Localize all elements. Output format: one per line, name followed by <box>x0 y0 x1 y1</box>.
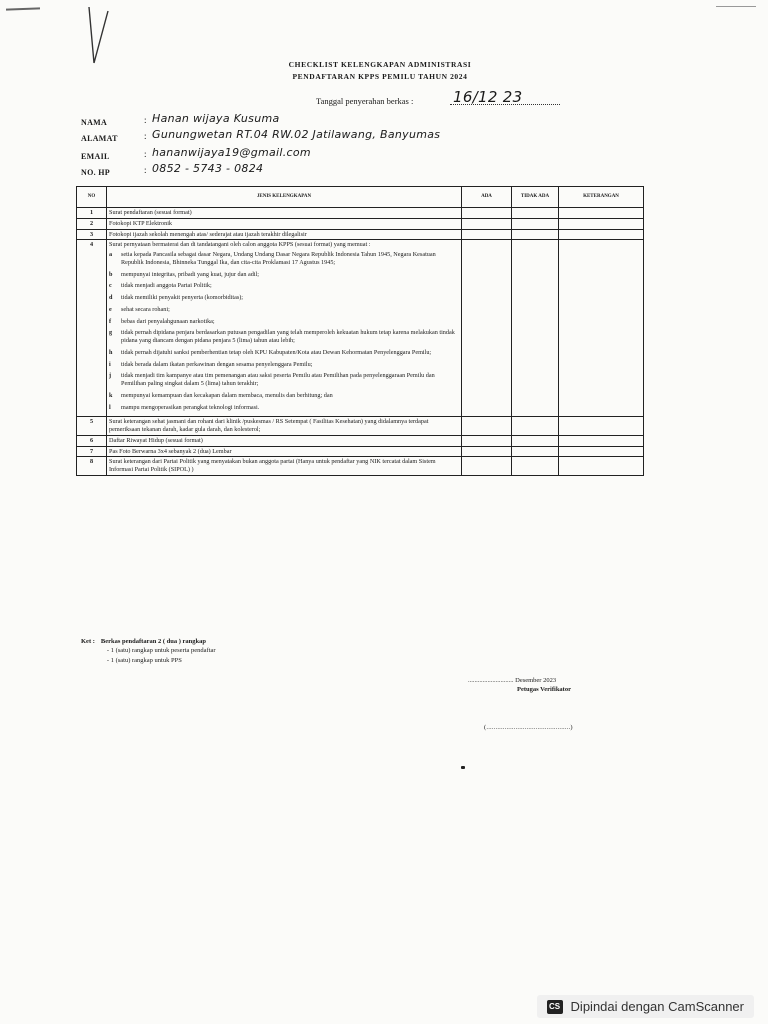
tidak-ada-cell <box>512 417 559 436</box>
row-item: Surat pernyataan bermaterai dan di tandatangani oleh calon anggota KPPS (sesuai format) yang memuat : <box>109 241 371 249</box>
sub-text: bebas dari penyalahgunaan narkotika; <box>121 317 215 325</box>
sub-item <box>109 392 459 400</box>
table-header-row <box>77 187 644 208</box>
row-no: 8 <box>77 457 107 476</box>
row-item: Surat keterangan dari Partai Politik yang menyatakan bukan anggota partai (Hanya untuk pendaftar yang NIK tercatat dalam Sistem Informasi Partai Politik (SIPOL) ) <box>107 457 462 476</box>
name-label: NAMA <box>81 118 108 127</box>
sub-letter: c <box>109 282 112 290</box>
camscanner-watermark <box>537 995 754 1018</box>
table-row <box>77 240 644 417</box>
signature-role: Petugas Verifikator <box>517 686 571 693</box>
table-row <box>77 218 644 229</box>
tidak-ada-cell <box>512 229 559 240</box>
row-item: Surat pendaftaran (sesuai format) <box>107 208 462 219</box>
ada-cell <box>462 208 512 219</box>
sub-text: setia kepada Pancasila sebagai dasar Negara, Undang Undang Dasar Negara Republik Indonesia Tahun 1945, Negara Kesatuan Republik Indonesia, Bhinneka Tunggal Ika, dan cita-cita Proklamasi 17 Agustus 1945; <box>121 251 436 266</box>
col-header-item: JENIS KELENGKAPAN <box>107 187 462 208</box>
sub-text: tidak pernah dijatuhi sanksi pemberhentian tetap oleh KPU Kabupaten/Kota atau Dewan Kehormatan Penyelenggara Pemilu; <box>121 348 432 356</box>
tidak-ada-cell <box>512 208 559 219</box>
name-value: Hanan wijaya Kusuma <box>152 112 280 125</box>
camscanner-label: Dipindai dengan CamScanner <box>570 999 744 1014</box>
row-item: Surat keterangan sehat jasmani dan rohani dari klinik /puskesmas / RS Setempat ( Fasilitas Kesehatan) yang didalamnya terdapat pemeriksaan tekanan darah, kadar gula darah, dan kolesterol; <box>107 417 462 436</box>
sub-letter: g <box>109 329 113 337</box>
sub-item <box>109 404 459 412</box>
sub-letter: j <box>109 372 112 380</box>
sub-item <box>109 349 459 357</box>
email-colon: : <box>144 149 147 159</box>
row-no: 2 <box>77 218 107 229</box>
email-value: hananwijaya19@gmail.com <box>152 146 311 159</box>
tidak-ada-cell <box>512 446 559 457</box>
ada-cell <box>462 435 512 446</box>
sub-text: sehat secara rohani; <box>121 305 170 313</box>
keterangan-cell <box>559 435 644 446</box>
tidak-ada-cell <box>512 240 559 417</box>
address-label: ALAMAT <box>81 134 118 143</box>
ada-cell <box>462 417 512 436</box>
phone-colon: : <box>144 165 147 175</box>
signature-name-line: (..............................................) <box>484 724 573 731</box>
col-header-ada: ADA <box>462 187 512 208</box>
notes-line: - 1 (satu) rangkap untuk peserta pendaftar <box>106 647 216 655</box>
keterangan-cell <box>559 457 644 476</box>
scan-mark-line <box>716 6 756 7</box>
sub-item <box>109 282 459 290</box>
row-item-with-subitems <box>107 240 462 417</box>
phone-value: 0852 - 5743 - 0824 <box>152 162 264 175</box>
sub-letter: d <box>109 294 113 301</box>
sub-text: mempunyai integritas, pribadi yang kuat, jujur dan adil; <box>121 270 259 278</box>
row-no: 7 <box>77 446 107 457</box>
notes-line: Berkas pendaftaran 2 ( dua ) rangkap <box>100 638 207 645</box>
ada-cell <box>462 218 512 229</box>
sub-letter: h <box>109 348 113 356</box>
signature-date: ............................ Desember 2023 <box>468 677 557 684</box>
email-label: EMAIL <box>81 152 110 161</box>
notes-block <box>81 637 216 665</box>
doc-title-line1: CHECKLIST KELENGKAPAN ADMINISTRASI <box>288 60 472 69</box>
table-row <box>77 417 644 436</box>
row-item: Daftar Riwayat Hidup (sesuai format) <box>107 435 462 446</box>
doc-title-line2: PENDAFTARAN KPPS PEMILU TAHUN 2024 <box>292 72 468 81</box>
keterangan-cell <box>559 446 644 457</box>
sub-item <box>109 318 459 326</box>
row-no: 6 <box>77 435 107 446</box>
phone-label: NO. HP <box>81 168 110 177</box>
notes-line: - 1 (satu) rangkap untuk PPS <box>106 656 182 664</box>
sub-text: tidak pernah dipidana penjara berdasarkan putusan pengadilan yang telah memperoleh kekuatan hukum tetap karena melakukan tindak pidana yang diancam dengan pidana penjara 5 (lima) tahun atau lebih; <box>121 329 455 344</box>
sub-text: tidak menjadi anggota Partai Politik; <box>121 282 212 290</box>
sub-letter: e <box>109 305 112 313</box>
ada-cell <box>462 229 512 240</box>
sub-letter: b <box>109 270 113 278</box>
checklist-table <box>76 186 644 476</box>
sub-item <box>109 372 459 388</box>
submission-date-label: Tanggal penyerahan berkas : <box>316 96 414 106</box>
table-row <box>77 229 644 240</box>
ada-cell <box>462 240 512 417</box>
sub-text: tidak menjadi tim kampanye atau tim pemenangan atau saksi peserta Pemilu atau Pemilihan pada penyelenggaraan Pemilu dan Pemilihan paling singkat dalam 5 (lima) tahun terakhir; <box>121 372 435 387</box>
row-item: Pas Foto Berwarna 3x4 sebanyak 2 (dua) Lembar <box>107 446 462 457</box>
sub-text: tidak berada dalam ikatan perkawinan dengan sesama penyelenggara Pemilu; <box>121 360 313 368</box>
table-row <box>77 446 644 457</box>
sub-letter: f <box>109 317 112 325</box>
row-item: Fotokopi KTP Elektronik <box>107 218 462 229</box>
sub-item <box>109 329 459 345</box>
row-no: 3 <box>77 229 107 240</box>
sub-item <box>109 306 459 314</box>
ada-cell <box>462 457 512 476</box>
scan-speck <box>461 766 465 769</box>
submission-date-value: 16/12 23 <box>453 88 523 106</box>
camscanner-logo-icon: CS <box>547 1000 563 1014</box>
tidak-ada-cell <box>512 457 559 476</box>
sub-item <box>109 271 459 279</box>
sub-item <box>109 361 459 369</box>
ada-cell <box>462 446 512 457</box>
sub-item <box>109 294 459 302</box>
keterangan-cell <box>559 218 644 229</box>
address-value: Gunungwetan RT.04 RW.02 Jatilawang, Banyumas <box>152 128 441 141</box>
table-row <box>77 435 644 446</box>
row-no: 5 <box>77 417 107 436</box>
keterangan-cell <box>559 229 644 240</box>
table-row <box>77 457 644 476</box>
keterangan-cell <box>559 208 644 219</box>
table-row <box>77 208 644 219</box>
name-colon: : <box>144 115 147 125</box>
row-no: 1 <box>77 208 107 219</box>
scan-mark-line <box>6 7 40 10</box>
submission-date-underline <box>450 104 560 105</box>
keterangan-cell <box>559 240 644 417</box>
sub-letter: i <box>109 360 111 368</box>
col-header-tidak-ada: TIDAK ADA <box>512 187 559 208</box>
sub-text: tidak memiliki penyakit penyerta (komorbiditas); <box>121 294 244 301</box>
sub-letter: l <box>109 403 111 411</box>
notes-label: Ket : <box>81 638 95 645</box>
tidak-ada-cell <box>512 435 559 446</box>
address-colon: : <box>144 131 147 141</box>
sub-letter: k <box>109 391 113 399</box>
sub-text: mempunyai kemampuan dan kecakapan dalam membaca, menulis dan berhitung; dan <box>121 391 333 399</box>
col-header-keterangan: KETERANGAN <box>559 187 644 208</box>
col-header-no: NO <box>77 187 107 208</box>
sub-item <box>109 251 459 267</box>
row-item: Fotokopi ijazah sekolah menengah atas/ sederajat atau ijazah terakhir dilegalisir <box>107 229 462 240</box>
row-no: 4 <box>77 240 107 417</box>
sub-text: mampu mengoperasikan perangkat teknologi informasi. <box>121 403 260 411</box>
sub-letter: a <box>109 251 113 258</box>
keterangan-cell <box>559 417 644 436</box>
tidak-ada-cell <box>512 218 559 229</box>
